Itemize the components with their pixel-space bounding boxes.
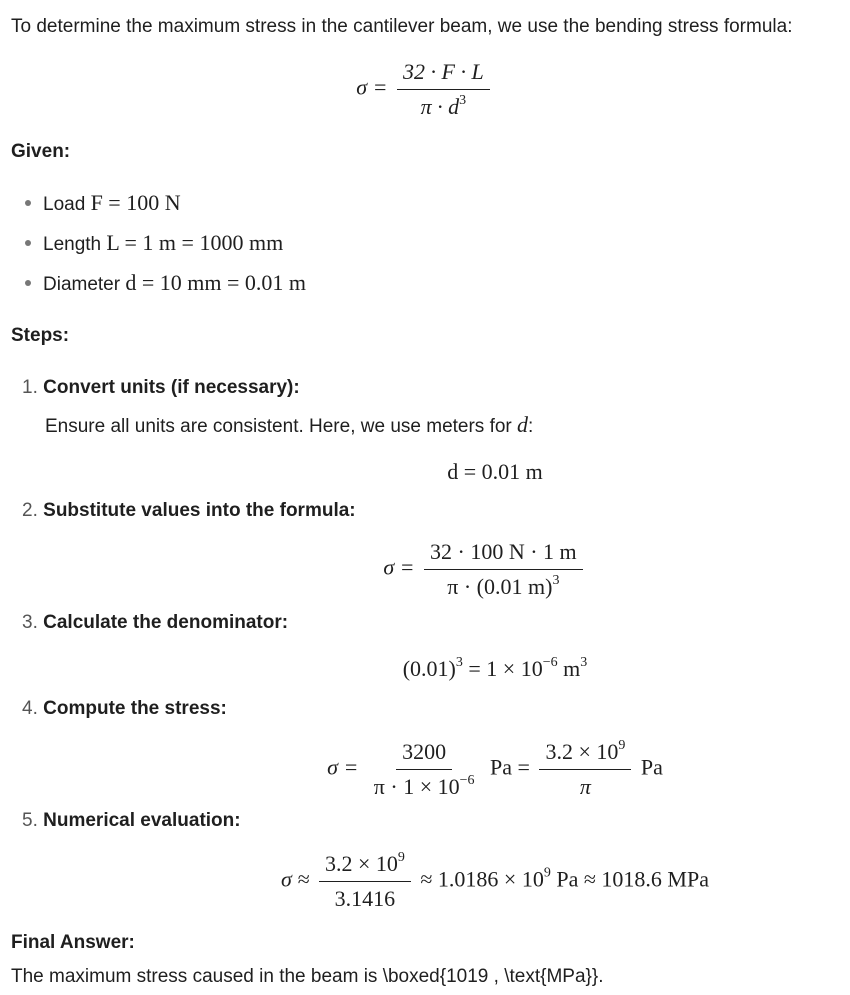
step-2-title: 2. Substitute values into the formula: xyxy=(22,500,356,521)
step-4-title: 4. Compute the stress: xyxy=(22,698,227,719)
given-item-diameter: Diameter d = 10 mm = 0.01 m xyxy=(25,270,306,296)
final-answer-text: The maximum stress caused in the beam is \boxed{1019 , \text{MPa}}. xyxy=(11,966,604,987)
given-heading: Given: xyxy=(11,141,71,162)
steps-heading: Steps: xyxy=(11,325,70,346)
step-1-text: Ensure all units are consistent. Here, we use meters for d: xyxy=(45,412,534,437)
bending-stress-formula: σ = $\frac{32 \cdot F \cdot L}{\pi \cdot d^3}$ xyxy=(0,60,850,119)
final-answer-heading: Final Answer: xyxy=(11,932,135,953)
step-5-title: 5. Numerical evaluation: xyxy=(22,810,241,831)
given-item-length: Length L = 1 m = 1000 mm xyxy=(25,230,283,256)
step-4-equation: σ = $\frac{3200}{\pi \cdot 1 \times 10^{-6}}$ Pa = $\frac{3.2 \times 10^9}{\pi}$ Pa xyxy=(327,738,663,800)
step-2-equation: σ = $\frac{32 \cdot 100 N \cdot 1 m}{\pi \cdot (0.01 m)^3}$ xyxy=(0,540,850,599)
given-item-load: Load F = 100 N xyxy=(25,190,181,216)
intro-text: To determine the maximum stress in the cantilever beam, we use the bending stress formula: xyxy=(11,16,793,37)
step-3-title: 3. Calculate the denominator: xyxy=(22,612,289,633)
step-3-equation: $(0.01)^3 = 1 \times 10^{-6}$ $m^3$ xyxy=(402,655,588,681)
step-1-equation: d = 0.01 m xyxy=(447,459,543,484)
step-5-equation: σ ≈ $\frac{3.2 \times 10^9}{3.1416}$ ≈ $1.0186 \times 10^9$ Pa ≈ 1018.6 MPa xyxy=(281,850,709,912)
step-1-title: 1. Convert units (if necessary): xyxy=(22,377,300,398)
